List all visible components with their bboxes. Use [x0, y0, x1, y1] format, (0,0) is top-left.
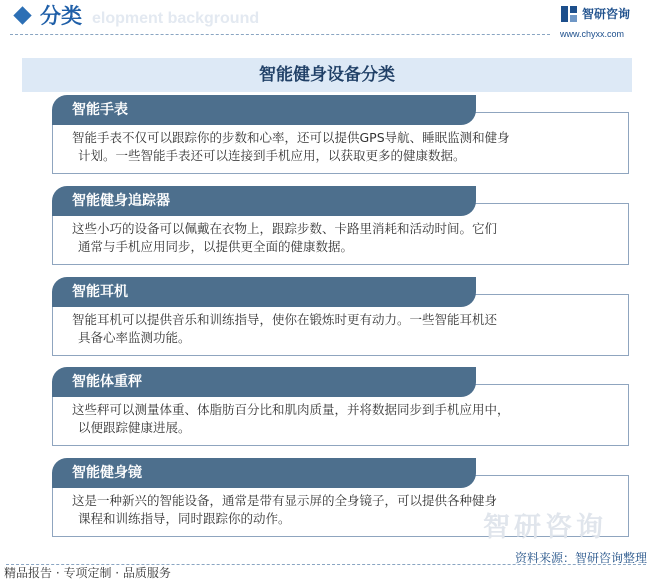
description-line: 智能耳机可以提供音乐和训练指导，使你在锻炼时更有动力。一些智能耳机还 [72, 312, 498, 327]
footer-divider [6, 564, 646, 565]
description-line: 具备心率监测功能。 [78, 330, 191, 345]
card-label: 智能健身追踪器 [52, 186, 476, 216]
header [0, 0, 655, 40]
description-line: 以便跟踪健康进展。 [78, 420, 191, 435]
card-description [72, 311, 592, 347]
description-line: 通常与手机应用同步，以提供更全面的健康数据。 [78, 239, 354, 254]
card-label: 智能体重秤 [52, 367, 476, 397]
description-line: 智能手表不仅可以跟踪你的步数和心率，还可以提供GPS导航、睡眠监测和健身 [72, 130, 510, 145]
description-line: 这是一种新兴的智能设备，通常是带有显示屏的全身镜子，可以提供各种健身 [72, 493, 498, 508]
footer-slogan: 精品报告 · 专项定制 · 品质服务 [4, 566, 171, 580]
brand-name: 智研咨询 [582, 7, 631, 21]
diamond-icon [13, 6, 31, 24]
card-label: 智能耳机 [52, 277, 476, 307]
card-description [72, 220, 592, 256]
footer [0, 548, 655, 584]
source-note: 资料来源：智研咨询整理 [514, 551, 647, 565]
card-label: 智能健身镜 [52, 458, 476, 488]
description-line: 计划。一些智能手表还可以连接到手机应用，以获取更多的健康数据。 [78, 148, 466, 163]
card-description [72, 401, 592, 437]
card-description [72, 492, 592, 528]
header-divider [10, 34, 550, 35]
watermark: 智研咨询 [483, 512, 607, 543]
background-caption: elopment background [92, 10, 260, 27]
page-title: 智能健身设备分类 [22, 58, 632, 92]
description-line: 这些小巧的设备可以佩戴在衣物上，跟踪步数、卡路里消耗和活动时间。它们 [72, 221, 498, 236]
description-line: 这些秤可以测量体重、体脂肪百分比和肌肉质量，并将数据同步到手机应用中， [72, 402, 510, 417]
brand-url: www.chyxx.com [560, 29, 625, 39]
card-label: 智能手表 [52, 95, 476, 125]
section-title: 分类 [40, 4, 82, 28]
card-description [72, 129, 592, 165]
chyxx-logo-icon [560, 5, 578, 23]
description-line: 课程和训练指导，同时跟踪你的动作。 [78, 511, 291, 526]
